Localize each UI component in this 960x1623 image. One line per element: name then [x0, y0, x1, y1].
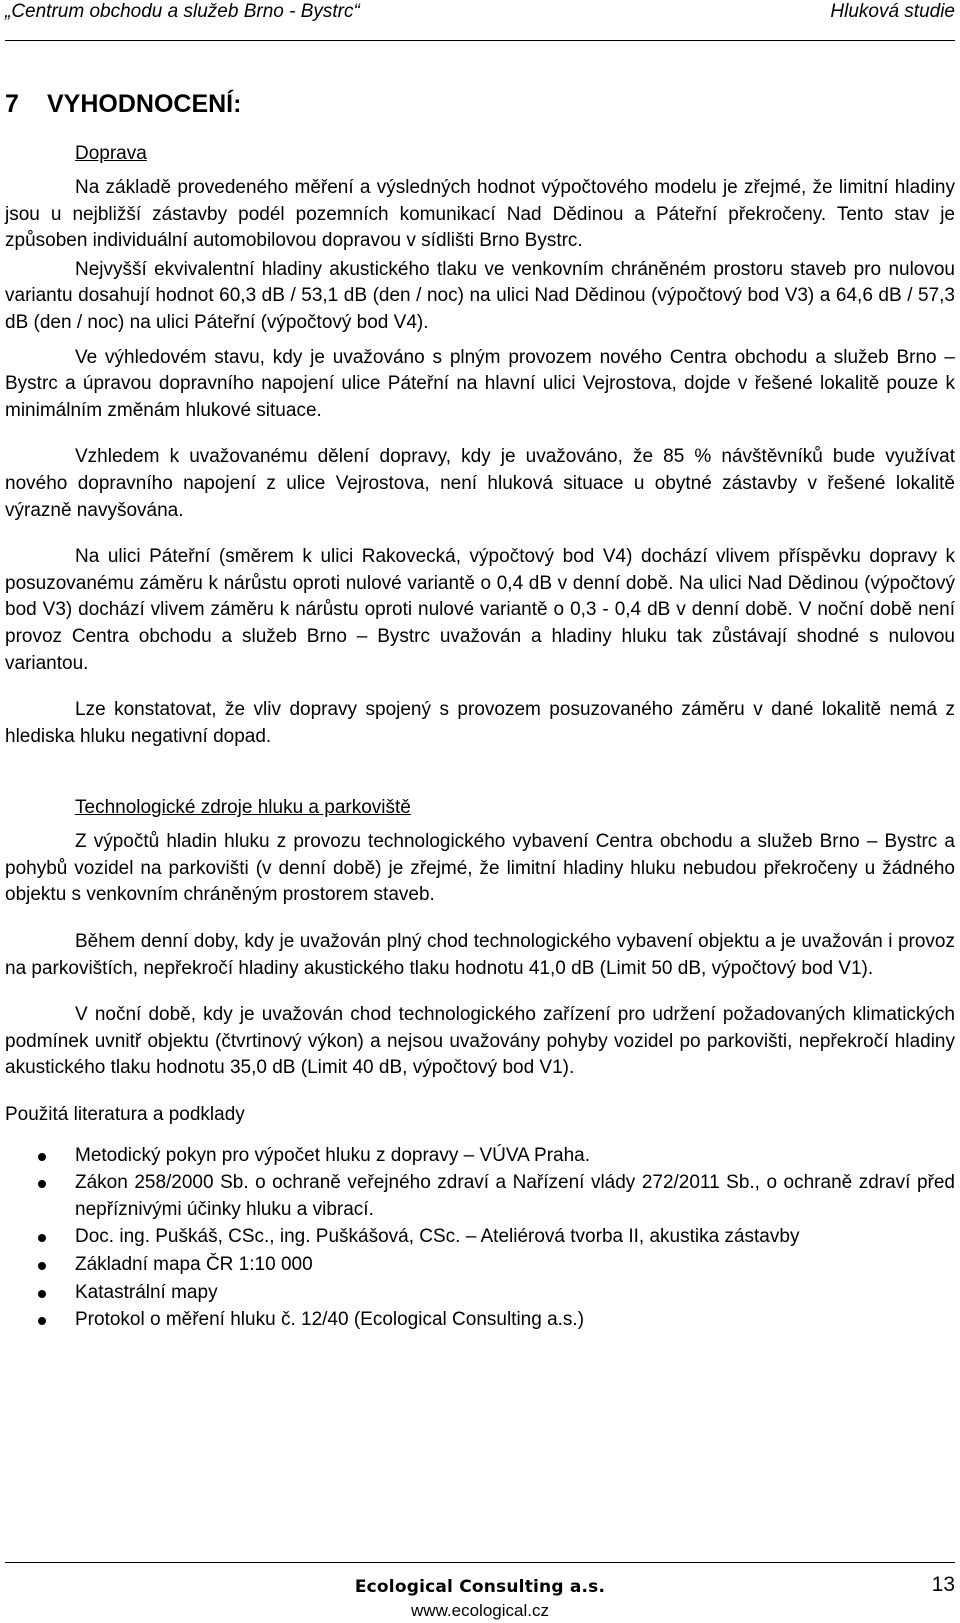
footer-website: www.ecological.cz — [411, 1601, 549, 1620]
list-item-text: Základní mapa ČR 1:10 000 — [75, 1254, 313, 1275]
paragraph: Lze konstatovat, že vliv dopravy spojený s provozem posuzovaného záměru v dané lokalitě nemá z hlediska hluku negativní dopad. — [5, 699, 955, 747]
footer-company: Ecological Consulting a.s. — [354, 1577, 606, 1597]
literature-list — [5, 1143, 955, 1334]
paragraph: Vzhledem k uvažovanému dělení dopravy, kdy je uvažováno, že 85 % návštěvníků bude využívat nového dopravního napojení z ulice Vejrostova, není hluková situace u obytné zástavby v řešené lokalitě výrazně navyšována. — [5, 446, 955, 521]
chapter-number: 7 — [5, 90, 19, 118]
list-item — [5, 1307, 955, 1334]
page-content — [5, 140, 955, 1335]
chapter-title: VYHODNOCENÍ: — [47, 90, 242, 118]
section-title-technology: Technologické zdroje hluku a parkoviště — [75, 797, 411, 819]
page-number: 13 — [931, 1573, 955, 1596]
list-item-text: Doc. ing. Puškáš, CSc., ing. Puškášová, CSc. – Ateliérová tvorba II, akustika zástavby — [75, 1226, 800, 1248]
chapter-heading — [5, 86, 241, 122]
list-item — [5, 1252, 955, 1279]
page-footer — [5, 1562, 955, 1623]
list-item — [5, 1170, 955, 1223]
section-spacer — [5, 758, 955, 794]
page-header — [5, 0, 955, 41]
bullet-icon — [38, 1153, 46, 1161]
bullet-icon — [38, 1180, 46, 1188]
bullet-icon — [38, 1317, 46, 1325]
paragraph: Na základě provedeného měření a výsledných hodnot výpočtového modelu je zřejmé, že limitní hladiny jsou u nejbližší zástavby podél pozemních komunikací Nad Dědinou a Páteřní překročeny. Tento stav je způsoben individuální automobilovou dopravou v sídlišti Brno Bystrc. — [5, 177, 955, 252]
list-item-text: Metodický pokyn pro výpočet hluku z dopravy – VÚVA Praha. — [75, 1144, 591, 1166]
list-item — [5, 1224, 955, 1251]
literature-title: Použitá literatura a podklady — [5, 1104, 245, 1126]
list-item-text: Katastrální mapy — [75, 1281, 218, 1303]
paragraph: Na ulici Páteřní (směrem k ulici Rakovecká, výpočtový bod V4) dochází vlivem příspěvku dopravy k posuzovanému záměru k nárůstu oproti nulové variantě o 0,4 dB v denní době. Na ulici Nad Dědinou (výpočtový bod V3) dochází vlivem záměru k nárůstu oproti nulové variantě o 0,3 - 0,4 dB v denní době. V noční době není provoz Centra obchodu a služeb Brno – Bystrc uvažován a hladiny hluku tak zůstávají shodné s nulovou variantou. — [5, 546, 955, 674]
paragraph: Během denní doby, kdy je uvažován plný chod technologického vybavení objektu a je uvažován i provoz na parkovištích, nepřekročí hladiny akustického tlaku hodnotu 41,0 dB (Limit 50 dB, výpočtový bod V1). — [5, 931, 955, 979]
paragraph: Nejvyšší ekvivalentní hladiny akustického tlaku ve venkovním chráněném prostoru staveb pro nulovou variantu dosahují hodnot 60,3 dB / 53,1 dB (den / noc) na ulici Nad Dědinou (výpočtový bod V3) a 64,6 dB / 57,3 dB (den / noc) na ulici Páteřní (výpočtový bod V4). — [5, 258, 955, 333]
list-item — [5, 1143, 955, 1170]
paragraph: V noční době, kdy je uvažován chod technologického zařízení pro udržení požadovaných klimatických podmínek uvnitř objektu (čtvrtinový výkon) a nejsou uvažovány pohyby vozidel po parkovišti, nepřekročí hladiny akustického tlaku hodnotu 35,0 dB (Limit 40 dB, výpočtový bod V1). — [5, 1004, 955, 1079]
section-title-traffic: Doprava — [75, 143, 147, 164]
list-item — [5, 1280, 955, 1307]
paragraph: Z výpočtů hladin hluku z provozu technologického vybavení Centra obchodu a služeb Brno – Bystrc a pohybů vozidel na parkovišti (v denní době) je zřejmé, že limitní hladiny hluku nebudou překročeny u žádného objektu s venkovním chráněným prostorem staveb. — [5, 831, 955, 906]
bullet-icon — [38, 1290, 46, 1298]
header-document-title: „Centrum obchodu a služeb Brno - Bystrc“ — [5, 1, 360, 22]
paragraph: Ve výhledovém stavu, kdy je uvažováno s plným provozem nového Centra obchodu a služeb Brno – Bystrc a úpravou dopravního napojení ulice Páteřní na hlavní ulici Vejrostova, dojde v řešené lokalitě pouze k minimálním změnám hlukové situace. — [5, 346, 955, 421]
list-item-text: Zákon 258/2000 Sb. o ochraně veřejného zdraví a Nařízení vlády 272/2011 Sb., o ochraně zdraví před nepříznivými účinky hluku a vibrací. — [75, 1172, 955, 1220]
bullet-icon — [38, 1234, 46, 1242]
header-study-type: Hluková studie — [830, 1, 955, 22]
bullet-icon — [38, 1262, 46, 1270]
list-item-text: Protokol o měření hluku č. 12/40 (Ecological Consulting a.s.) — [75, 1309, 585, 1331]
